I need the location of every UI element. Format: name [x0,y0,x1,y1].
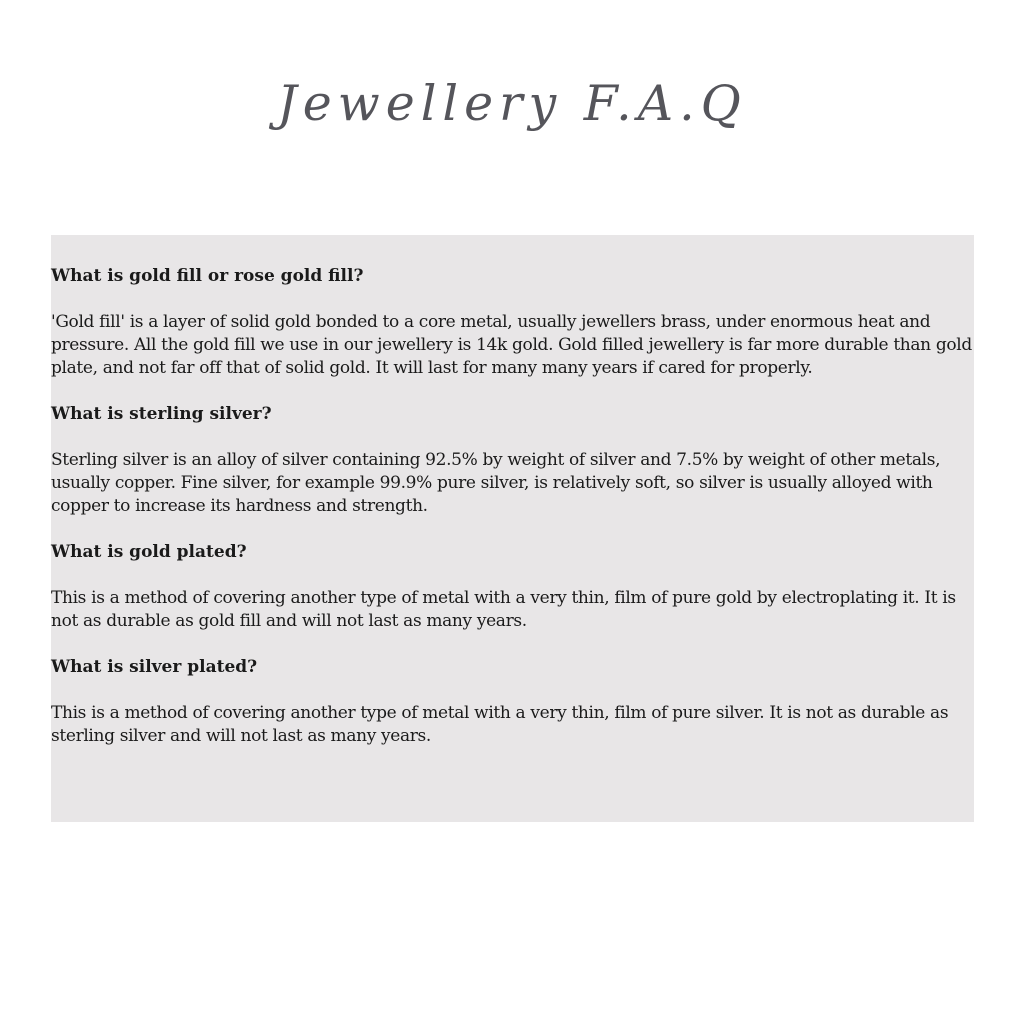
faq-question-sterling-silver: What is sterling silver? [51,404,272,424]
faq-list [51,265,974,771]
faq-answer-sterling-silver: Sterling silver is an alloy of silver containing 92.5% by weight of silver and 7.5% by weight of other metals, usually copper. Fine silver, for example 99.9% pure silver, is relatively soft, so silver is usually alloyed with copper to increase its hardness and strength. [51,450,941,516]
faq-answer-gold-plated: This is a method of covering another type of metal with a very thin, film of pure gold by electroplating it. It is not as durable as gold fill and will not last as many years. [51,588,956,631]
faq-question-gold-fill: What is gold fill or rose gold fill? [51,266,364,286]
faq-answer-silver-plated: This is a method of covering another type of metal with a very thin, film of pure silver. It is not as durable as sterling silver and will not last as many years. [51,703,949,746]
faq-answer-gold-fill: 'Gold fill' is a layer of solid gold bonded to a core metal, usually jewellers brass, under enormous heat and pressure. All the gold fill we use in our jewellery is 14k gold. Gold filled jewellery is far more durable than gold plate, and not far off that of solid gold. It will last for many many years if cared for properly. [51,312,972,378]
faq-question-gold-plated: What is gold plated? [51,542,247,562]
page-title: Jewellery F.A.Q [277,75,747,132]
faq-question-silver-plated: What is silver plated? [51,657,258,677]
faq-panel [51,235,974,822]
